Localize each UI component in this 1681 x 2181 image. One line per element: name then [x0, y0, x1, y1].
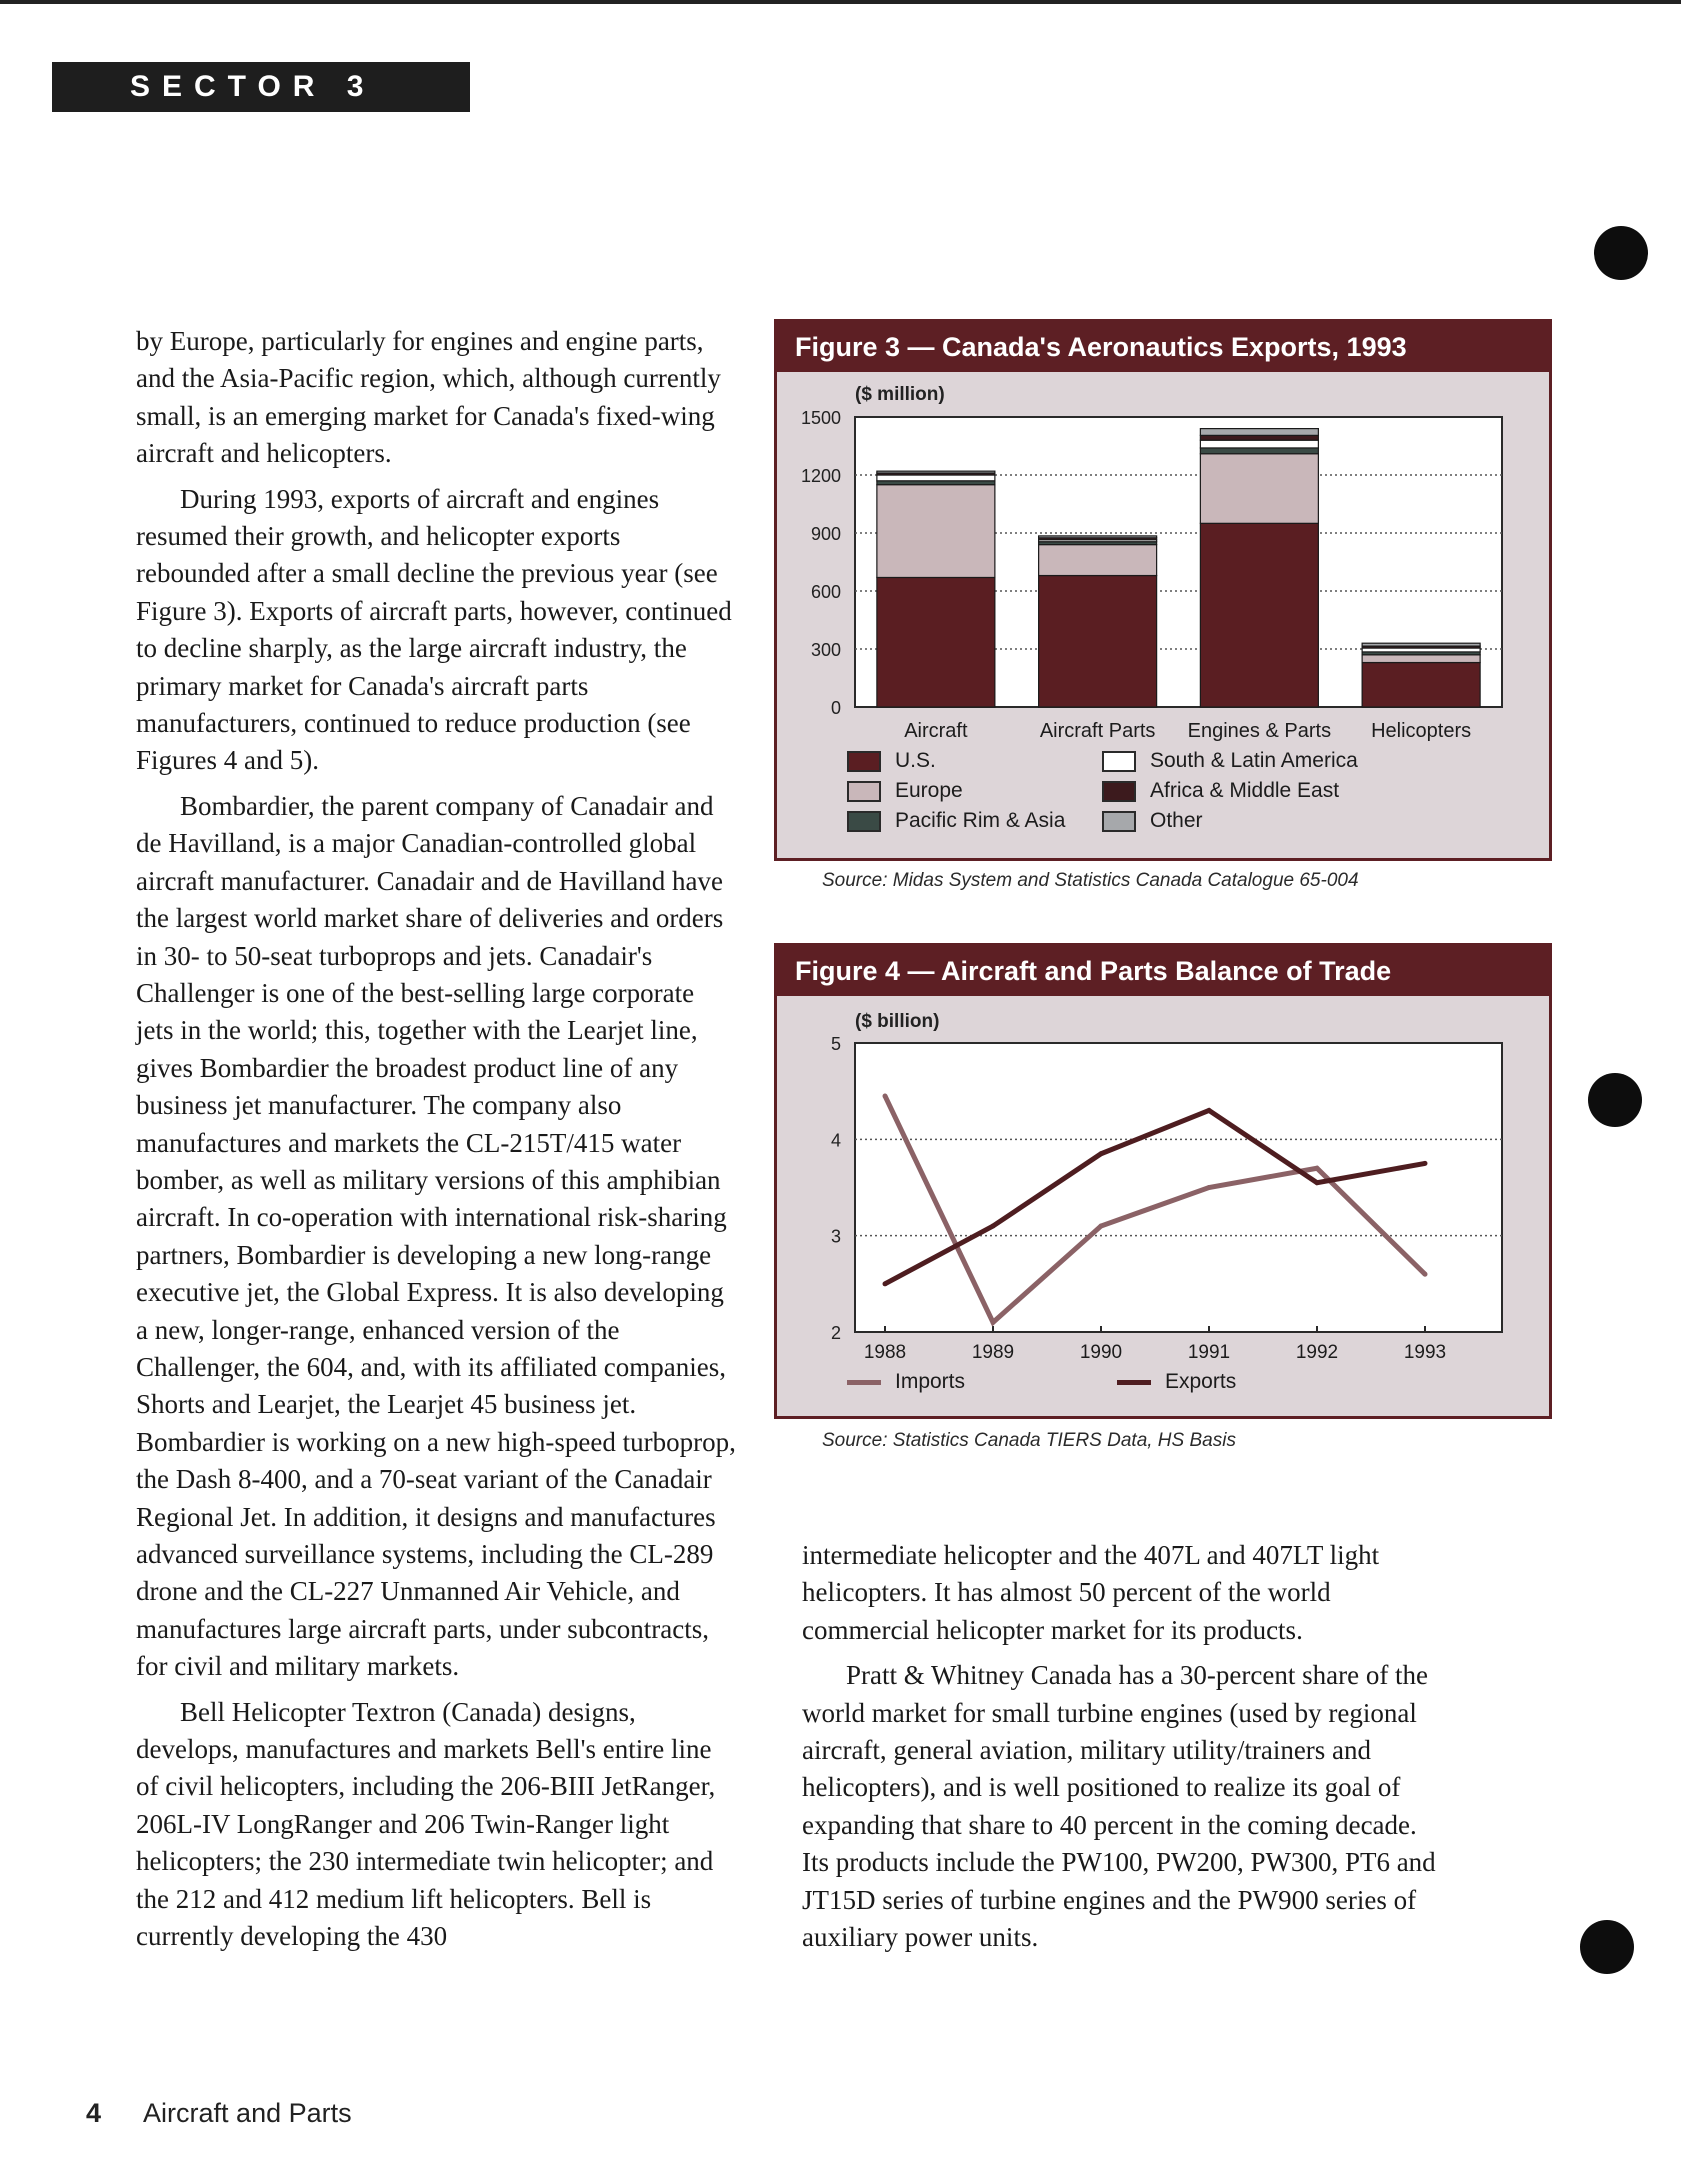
x-tick-label: 1988 [863, 1342, 907, 1363]
legend-item [847, 779, 963, 803]
data-point [1423, 1161, 1428, 1166]
figure-3-chart [777, 322, 1549, 858]
figure-3 [774, 319, 1552, 861]
paragraph: Pratt & Whitney Canada has a 30-percent share of the world market for small turbine engines (used by regional aircraft, general aviation, military utility/trainers and helicopters), and is well positioned to realize its goal of expanding that share to 40 percent in the coming decade. Its products include the PW100, PW200, PW300, PT6 and JT15D series of turbine engines and the PW900 series of auxiliary power units. [802, 1660, 1436, 1953]
x-tick-label: Engines & Parts [1187, 720, 1332, 742]
data-point [991, 1224, 996, 1229]
data-point [1099, 1224, 1104, 1229]
x-tick-label: 1990 [1079, 1342, 1123, 1363]
sector-banner: SECTOR 3 [52, 62, 470, 112]
x-tick-label: 1992 [1295, 1342, 1339, 1363]
data-point [1315, 1166, 1320, 1171]
bar-segment [877, 577, 995, 707]
y-tick-label: 300 [810, 640, 841, 660]
bar-segment [1200, 440, 1318, 448]
y-tick-label: 900 [810, 524, 841, 544]
data-point [883, 1093, 888, 1098]
data-point [883, 1281, 888, 1286]
binder-hole-middle [1588, 1073, 1642, 1127]
bar-segment [1200, 448, 1318, 454]
legend-item [847, 809, 1065, 833]
data-point [1207, 1185, 1212, 1190]
bar-segment [1362, 655, 1480, 663]
legend-item [1117, 1370, 1236, 1394]
bar-segment [877, 485, 995, 578]
legend-label: Europe [895, 779, 963, 802]
figure-4-title: Figure 4 — Aircraft and Parts Balance of Trade [777, 946, 1549, 996]
y-tick-label: 600 [810, 582, 841, 602]
binder-hole-top [1594, 226, 1648, 280]
figure-4 [774, 943, 1552, 1419]
x-tick-label: 1991 [1187, 1342, 1231, 1363]
page-number: 4 [86, 2098, 102, 2128]
y-tick-label: 4 [830, 1130, 841, 1151]
bar-segment [877, 471, 995, 473]
legend-swatch [847, 1380, 881, 1385]
legend-item [1102, 809, 1203, 833]
figure-3-unit: ($ million) [855, 384, 945, 405]
bar-segment [1200, 435, 1318, 440]
bar-segment [1200, 523, 1318, 707]
x-tick-label: Aircraft [904, 720, 968, 742]
legend-swatch [847, 751, 881, 772]
x-tick-label: 1993 [1403, 1342, 1447, 1363]
paragraph: by Europe, particularly for engines and engine parts, and the Asia-Pacific region, which, although currently small, is an emerging market for Canada's fixed-wing aircraft and helicopters. [136, 326, 721, 469]
legend-swatch [1102, 751, 1136, 772]
bar-segment [1362, 643, 1480, 646]
paragraph: During 1993, exports of aircraft and engines resumed their growth, and helicopter exports rebounded after a small decline the previous year (see Figure 3). Exports of aircraft parts, however, continued to decline sharply, as the large aircraft industry, the primary market for Canada's aircraft parts manufacturers, continued to reduce production (see Figures 4 and 5). [136, 483, 732, 776]
paragraph: Bell Helicopter Textron (Canada) designs, develops, manufactures and markets Bell's entire line of civil helicopters, including the 206-BIII JetRanger, 206L-IV LongRanger and 206 Twin-Ranger light helicopters; the 230 intermediate twin helicopter; and the 212 and 412 medium lift helicopters. Bell is currently developing the 430 [136, 1696, 716, 1952]
legend-label: Imports [895, 1370, 966, 1393]
figure-4-unit: ($ billion) [855, 1011, 940, 1032]
bar-segment [1039, 576, 1157, 707]
paragraph: Bombardier, the parent company of Canadair and de Havilland, is a major Canadian-controlled global aircraft manufacturer. Canadair and de Havilland have the largest world market share of deliveries and orders in 30- to 50-seat turboprops and jets. Canadair's Challenger is one of the best-selling large corporate jets in the world; this, together with the Learjet line, gives Bombardier the broadest product line of any business jet manufacturer. The company also manufactures and markets the CL-215T/415 water bomber, as well as military versions of this amphibian aircraft. In co-operation with international risk-sharing partners, Bombardier is developing a new long-range executive jet, the Global Express. It is also developing a new, longer-range, enhanced version of the Challenger, the 604, and, with its affiliated companies, Shorts and Learjet, the Learjet 45 business jet. Bombardier is working on a new high-speed turboprop, the Dash 8-400, and a 70-seat variant of the Canadair Regional Jet. In addition, it designs and manufactures advanced surveillance systems, including the CL-289 drone and the CL-227 Unmanned Air Vehicle, and manufactures large aircraft parts, under subcontracts, for civil and military markets. [136, 790, 736, 1682]
x-tick-label: Aircraft Parts [1039, 720, 1156, 742]
bar-segment [1362, 663, 1480, 707]
page-footer [86, 2098, 352, 2129]
figure-4-chart [777, 946, 1549, 1416]
bar-segment [877, 475, 995, 481]
right-column [802, 1537, 1442, 1964]
legend-label: Pacific Rim & Asia [895, 809, 1066, 832]
y-tick-label: 0 [830, 698, 841, 718]
legend-label: Africa & Middle East [1150, 779, 1340, 802]
data-point [1315, 1180, 1320, 1185]
x-tick-label: Helicopters [1371, 720, 1472, 742]
legend-item [1102, 749, 1358, 773]
legend-label: Other [1150, 809, 1203, 832]
legend-label: Exports [1165, 1370, 1237, 1393]
footer-section-title: Aircraft and Parts [143, 2098, 352, 2128]
binder-hole-bottom [1580, 1920, 1634, 1974]
legend-item [1102, 779, 1339, 803]
data-point [1099, 1151, 1104, 1156]
data-point [1423, 1272, 1428, 1277]
legend-swatch [1102, 781, 1136, 802]
legend-swatch [847, 811, 881, 832]
y-tick-label: 1200 [800, 466, 841, 486]
left-column [136, 323, 736, 1963]
legend-swatch [847, 781, 881, 802]
bar-segment [1039, 545, 1157, 576]
y-tick-label: 1500 [800, 408, 841, 428]
bar-segment [1039, 536, 1157, 538]
legend-item [847, 749, 936, 773]
legend-item [847, 1370, 965, 1394]
plot-area [855, 1043, 1502, 1332]
data-point [1207, 1108, 1212, 1113]
figure-4-source: Source: Statistics Canada TIERS Data, HS Basis [822, 1430, 1236, 1451]
y-tick-label: 5 [830, 1034, 841, 1054]
y-tick-label: 2 [830, 1323, 841, 1343]
bar-segment [1200, 454, 1318, 524]
data-point [991, 1320, 996, 1325]
paragraph: intermediate helicopter and the 407L and 407LT light helicopters. It has almost 50 percent of the world commercial helicopter market for its products. [802, 1540, 1380, 1645]
x-tick-label: 1989 [971, 1342, 1015, 1363]
legend-label: South & Latin America [1150, 749, 1358, 772]
y-tick-label: 3 [830, 1226, 841, 1247]
legend-swatch [1102, 811, 1136, 832]
legend-swatch [1117, 1380, 1151, 1385]
figure-3-source: Source: Midas System and Statistics Canada Catalogue 65-004 [822, 870, 1359, 891]
bar-segment [1200, 429, 1318, 436]
top-rule [0, 0, 1681, 4]
legend-label: U.S. [895, 749, 936, 772]
figure-3-title: Figure 3 — Canada's Aeronautics Exports, 1993 [777, 322, 1549, 372]
